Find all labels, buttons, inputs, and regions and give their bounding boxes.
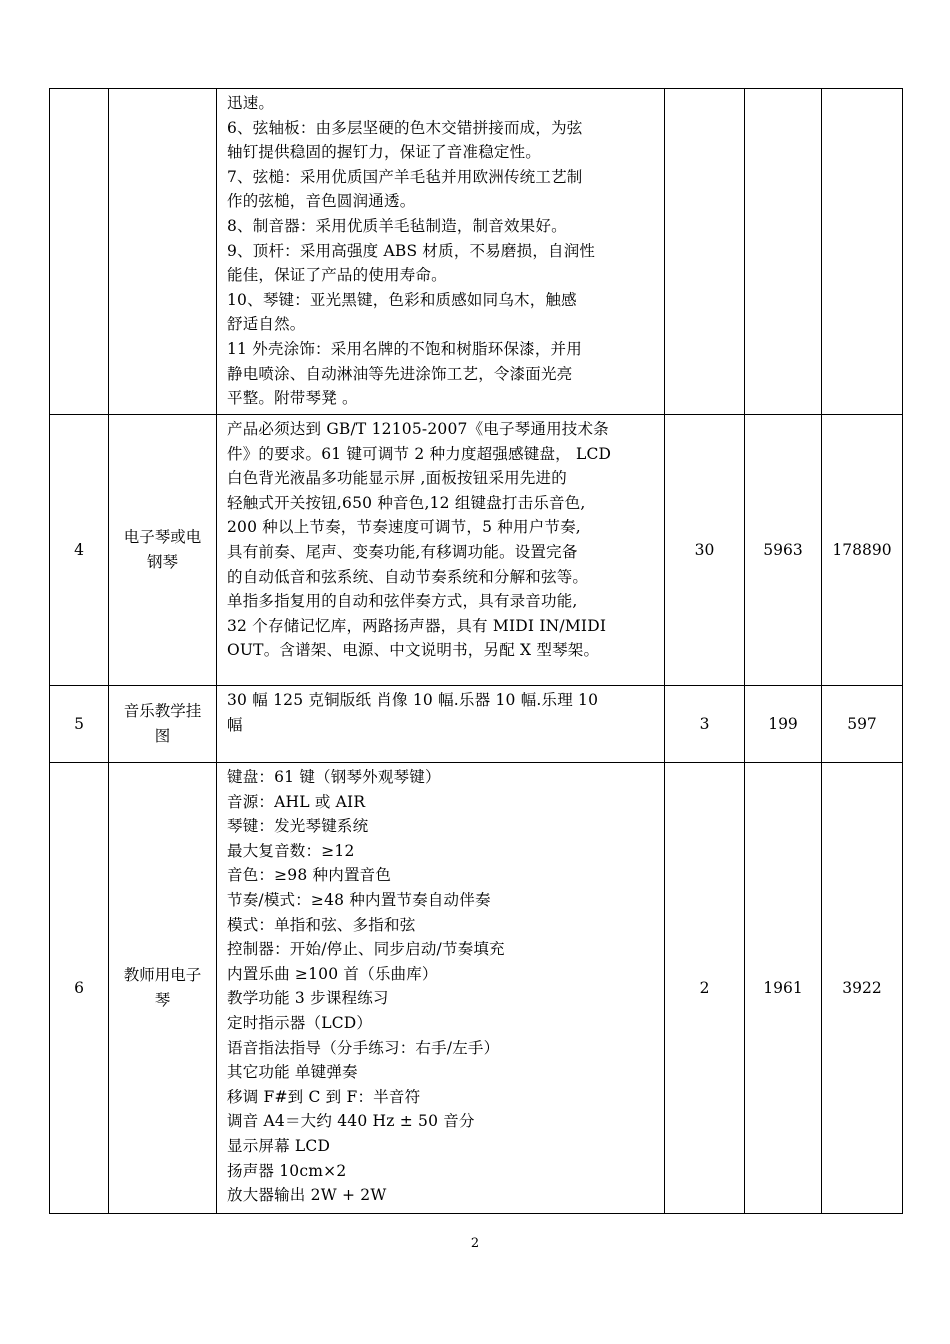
spec-line: 轴钉提供稳固的握钉力，保证了音准稳定性。 <box>227 143 542 162</box>
item-number-cell: 6 <box>50 763 109 1214</box>
table-row <box>50 763 903 1214</box>
spec-line: 其它功能 单键弹奏 <box>227 1063 358 1082</box>
spec-line: 静电喷涂、自动淋油等先进涂饰工艺，令漆面光亮 <box>227 364 573 383</box>
spec-line: 7、弦槌：采用优质国产羊毛毡并用欧洲传统工艺制 <box>227 167 583 186</box>
table-row <box>50 686 903 763</box>
spec-line: 产品必须达到 GB/T 12105-2007《电子琴通用技术条 <box>227 420 609 438</box>
spec-line: 舒适自然。 <box>227 315 306 334</box>
spec-line: 30 幅 125 克铜版纸 肖像 10 幅.乐器 10 幅.乐理 10 <box>227 691 599 709</box>
item-spec-cell <box>217 415 665 686</box>
spec-line: 的自动低音和弦系统、自动节奏系统和分解和弦等。 <box>227 567 589 586</box>
spec-line: 控制器：开始/停止、同步启动/节奏填充 <box>227 940 505 959</box>
spec-line: 11 外壳涂饰：采用名牌的不饱和树脂环保漆，并用 <box>227 339 582 358</box>
item-name-cell <box>109 763 217 1214</box>
unit-price-cell: 5963 <box>745 415 822 686</box>
spec-line: 放大器输出 2W + 2W <box>227 1186 387 1205</box>
spec-line: 移调 F#到 C 到 F：半音符 <box>227 1087 421 1106</box>
spec-line: 具有前奏、尾声、变奏功能,有移调功能。设置完备 <box>227 542 578 561</box>
spec-line: 32 个存储记忆库，两路扬声器，具有 MIDI IN/MIDI <box>227 616 607 635</box>
spec-line: 件》的要求。61 键可调节 2 种力度超强感键盘， LCD <box>227 444 612 463</box>
item-spec-cell <box>217 686 665 763</box>
item-name-cell <box>109 686 217 763</box>
spec-line: 模式：单指和弦、多指和弦 <box>227 915 416 934</box>
unit-price-cell <box>745 89 822 415</box>
item-spec-cell <box>217 89 665 415</box>
spec-line: 键盘：61 键（钢琴外观琴键） <box>227 768 441 786</box>
unit-price-cell: 1961 <box>745 763 822 1214</box>
table-row <box>50 415 903 686</box>
item-spec-cell <box>217 763 665 1214</box>
equipment-spec-table <box>49 88 903 1214</box>
total-price-cell: 3922 <box>822 763 903 1214</box>
spec-line: 轻触式开关按钮,650 种音色,12 组键盘打击乐音色, <box>227 493 586 512</box>
spec-line: 内置乐曲 ≥100 首（乐曲库） <box>227 964 438 983</box>
spec-line: 教学功能 3 步课程练习 <box>227 989 389 1008</box>
item-name-cell <box>109 89 217 415</box>
spec-line: 音色：≥98 种内置音色 <box>227 866 392 885</box>
spec-line: 6、弦轴板：由多层坚硬的色木交错拼接而成，为弦 <box>227 118 583 137</box>
spec-line: 8、制音器：采用优质羊毛毡制造，制音效果好。 <box>227 216 567 235</box>
spec-line: 定时指示器（LCD） <box>227 1013 373 1032</box>
spec-line: 节奏/模式：≥48 种内置节奏自动伴奏 <box>227 890 491 909</box>
spec-line: 作的弦槌，音色圆润通透。 <box>227 192 416 211</box>
total-price-cell <box>822 89 903 415</box>
item-number-cell <box>50 89 109 415</box>
spec-line: 幅 <box>227 715 243 734</box>
spec-line: 10、琴键：亚光黑键，色彩和质感如同乌木，触感 <box>227 290 577 309</box>
table-row <box>50 89 903 415</box>
spec-line: 显示屏幕 LCD <box>227 1136 331 1155</box>
spec-line: 能佳，保证了产品的使用寿命。 <box>227 266 447 285</box>
item-number-cell: 4 <box>50 415 109 686</box>
quantity-cell <box>665 89 745 415</box>
spec-line: OUT。含谱架、电源、中文说明书，另配 X 型琴架。 <box>227 641 600 660</box>
quantity-cell: 3 <box>665 686 745 763</box>
spec-line: 白色背光液晶多功能显示屏 ,面板按钮采用先进的 <box>227 469 567 488</box>
spec-line: 最大复音数：≥12 <box>227 841 355 860</box>
item-name: 音乐教学挂图 <box>123 702 202 745</box>
quantity-cell: 30 <box>665 415 745 686</box>
unit-price-cell: 199 <box>745 686 822 763</box>
spec-line: 迅速。 <box>227 94 275 112</box>
item-name: 教师用电子琴 <box>123 966 202 1009</box>
spec-line: 9、顶杆：采用高强度 ABS 材质，不易磨损，自润性 <box>227 241 596 260</box>
item-name: 电子琴或电钢琴 <box>123 528 202 571</box>
spec-line: 调音 A4＝大约 440 Hz ± 50 音分 <box>227 1112 475 1131</box>
spec-line: 音源：AHL 或 AIR <box>227 792 366 811</box>
spec-line: 平整。附带琴凳 。 <box>227 389 358 408</box>
total-price-cell: 178890 <box>822 415 903 686</box>
quantity-cell: 2 <box>665 763 745 1214</box>
item-number-cell: 5 <box>50 686 109 763</box>
spec-line: 扬声器 10cm×2 <box>227 1161 347 1180</box>
spec-line: 琴键：发光琴键系统 <box>227 817 369 836</box>
spec-line: 语音指法指导（分手练习：右手/左手） <box>227 1038 500 1057</box>
page-number: 2 <box>470 1236 480 1251</box>
spec-line: 单指多指复用的自动和弦伴奏方式，具有录音功能, <box>227 592 578 611</box>
spec-line: 200 种以上节奏，节奏速度可调节，5 种用户节奏, <box>227 518 581 537</box>
item-name-cell <box>109 415 217 686</box>
total-price-cell: 597 <box>822 686 903 763</box>
